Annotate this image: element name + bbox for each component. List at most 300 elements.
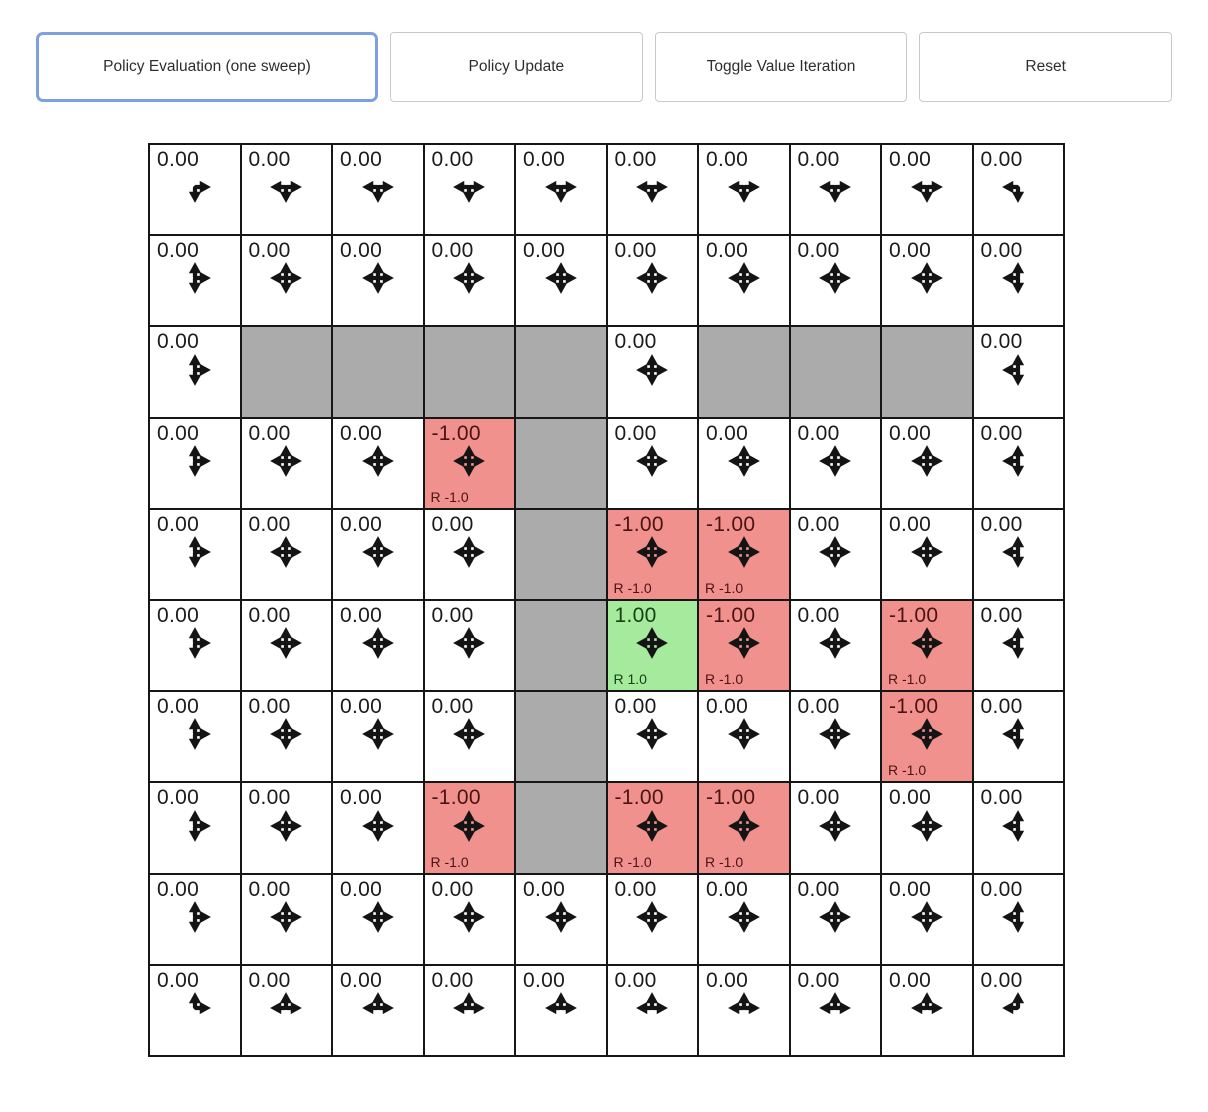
policy-arrows-icon	[1000, 534, 1036, 570]
grid-cell-r8c0	[149, 874, 241, 965]
cell-policy-arrows	[699, 260, 789, 296]
cell-value: 0.00	[980, 786, 1023, 810]
policy-arrows-icon	[909, 716, 945, 752]
grid-cell-r6c3	[424, 691, 516, 782]
grid-cell-r3c0	[149, 418, 241, 509]
cell-value: 0.00	[157, 421, 200, 445]
grid-cell-r9c3	[424, 965, 516, 1056]
policy-arrows-icon	[268, 625, 304, 661]
cell-value: -1.00	[614, 786, 664, 810]
policy-arrows-icon	[177, 716, 213, 752]
grid-cell-r7c6	[698, 782, 790, 873]
cell-value: 0.00	[614, 695, 657, 719]
cell-reward-label: R -1.0	[705, 853, 744, 870]
policy-arrows-icon	[451, 808, 487, 844]
grid-cell-r8c6	[698, 874, 790, 965]
policy-arrows-icon	[451, 990, 487, 1026]
grid-cell-r9c5	[607, 965, 699, 1056]
cell-policy-arrows	[242, 808, 332, 844]
grid-cell-r1c1	[241, 235, 333, 326]
policy-arrows-icon	[817, 260, 853, 296]
policy-arrows-icon	[817, 443, 853, 479]
cell-value: 0.00	[797, 968, 840, 992]
policy-arrows-icon	[1000, 716, 1036, 752]
grid-cell-r9c9	[973, 965, 1065, 1056]
cell-value: 0.00	[248, 968, 291, 992]
grid-cell-r0c1	[241, 144, 333, 235]
policy-arrows-icon	[817, 169, 853, 205]
grid-cell-r8c3	[424, 874, 516, 965]
policy-arrows-icon	[726, 808, 762, 844]
cell-policy-arrows	[791, 716, 881, 752]
grid-cell-r9c0	[149, 965, 241, 1056]
cell-policy-arrows	[242, 260, 332, 296]
cell-value: 0.00	[797, 239, 840, 263]
toggle-value-iteration-button[interactable]: Toggle Value Iteration	[655, 32, 908, 102]
cell-reward-label: R -1.0	[705, 579, 744, 596]
cell-value: 0.00	[614, 330, 657, 354]
grid-cell-r0c4	[515, 144, 607, 235]
policy-arrows-icon	[817, 990, 853, 1026]
policy-arrows-icon	[451, 169, 487, 205]
cell-policy-arrows	[974, 990, 1064, 1026]
grid-cell-r4c9	[973, 509, 1065, 600]
cell-value: 0.00	[340, 968, 383, 992]
cell-policy-arrows	[242, 990, 332, 1026]
grid-cell-r2c5	[607, 326, 699, 417]
policy-arrows-icon	[177, 443, 213, 479]
cell-reward-label: R -1.0	[613, 853, 652, 870]
cell-policy-arrows	[150, 260, 240, 296]
cell-value: 0.00	[157, 968, 200, 992]
policy-arrows-icon	[634, 443, 670, 479]
grid-cell-r7c9	[973, 782, 1065, 873]
grid-cell-r5c1	[241, 600, 333, 691]
grid-cell-r0c2	[332, 144, 424, 235]
grid-cell-r5c6	[698, 600, 790, 691]
policy-arrows-icon	[817, 808, 853, 844]
cell-value: 0.00	[157, 239, 200, 263]
policy-arrows-icon	[1000, 899, 1036, 935]
cell-value: 0.00	[980, 603, 1023, 627]
cell-value: 0.00	[797, 603, 840, 627]
grid-cell-r8c7	[790, 874, 882, 965]
grid-cell-r2c1-wall	[241, 326, 333, 417]
cell-reward-label: R -1.0	[430, 853, 469, 870]
cell-reward-label: R -1.0	[705, 671, 744, 688]
grid-cell-r3c6	[698, 418, 790, 509]
cell-policy-arrows	[150, 625, 240, 661]
policy-arrows-icon	[360, 625, 396, 661]
policy-arrows-icon	[726, 990, 762, 1026]
grid-cell-r9c4	[515, 965, 607, 1056]
grid-cell-r6c9	[973, 691, 1065, 782]
grid-cell-r8c8	[881, 874, 973, 965]
cell-policy-arrows	[699, 990, 789, 1026]
cell-value: 0.00	[157, 877, 200, 901]
grid-cell-r8c1	[241, 874, 333, 965]
policy-arrows-icon	[726, 260, 762, 296]
policy-arrows-icon	[1000, 808, 1036, 844]
policy-arrows-icon	[177, 352, 213, 388]
grid-cell-r4c8	[881, 509, 973, 600]
policy-arrows-icon	[634, 534, 670, 570]
grid-cell-r5c4-wall	[515, 600, 607, 691]
policy-arrows-icon	[726, 625, 762, 661]
cell-policy-arrows	[791, 260, 881, 296]
grid-cell-r2c7-wall	[790, 326, 882, 417]
cell-policy-arrows	[516, 990, 606, 1026]
cell-policy-arrows	[608, 260, 698, 296]
cell-policy-arrows	[425, 716, 515, 752]
cell-value: 0.00	[157, 786, 200, 810]
policy-arrows-icon	[360, 534, 396, 570]
policy-arrows-icon	[177, 534, 213, 570]
grid-cell-r6c0	[149, 691, 241, 782]
cell-value: 0.00	[980, 877, 1023, 901]
grid-cell-r6c5	[607, 691, 699, 782]
policy-arrows-icon	[543, 169, 579, 205]
grid-cell-r1c6	[698, 235, 790, 326]
policy-arrows-icon	[1000, 169, 1036, 205]
grid-cell-r4c4-wall	[515, 509, 607, 600]
cell-reward-label: R -1.0	[613, 579, 652, 596]
cell-policy-arrows	[699, 808, 789, 844]
grid-cell-r8c2	[332, 874, 424, 965]
cell-policy-arrows	[150, 899, 240, 935]
policy-arrows-icon	[634, 169, 670, 205]
policy-arrows-icon	[268, 534, 304, 570]
cell-policy-arrows	[150, 352, 240, 388]
toolbar	[36, 32, 1172, 102]
grid-cell-r0c6	[698, 144, 790, 235]
grid-cell-r6c7	[790, 691, 882, 782]
grid-cell-r9c8	[881, 965, 973, 1056]
cell-policy-arrows	[516, 899, 606, 935]
cell-policy-arrows	[333, 716, 423, 752]
cell-value: 0.00	[431, 695, 474, 719]
cell-policy-arrows	[150, 534, 240, 570]
policy-arrows-icon	[634, 899, 670, 935]
grid-cell-r7c7	[790, 782, 882, 873]
cell-policy-arrows	[425, 169, 515, 205]
grid-cell-r1c2	[332, 235, 424, 326]
cell-policy-arrows	[608, 169, 698, 205]
grid-cell-r8c5	[607, 874, 699, 965]
cell-value: 0.00	[797, 695, 840, 719]
cell-value: 0.00	[248, 603, 291, 627]
cell-value: 0.00	[523, 877, 566, 901]
cell-value: 0.00	[157, 603, 200, 627]
cell-policy-arrows	[699, 169, 789, 205]
grid-cell-r5c7	[790, 600, 882, 691]
grid-cell-r2c8-wall	[881, 326, 973, 417]
cell-value: -1.00	[706, 786, 756, 810]
cell-value: 0.00	[340, 603, 383, 627]
cell-policy-arrows	[608, 808, 698, 844]
policy-arrows-icon	[177, 990, 213, 1026]
cell-value: 0.00	[157, 512, 200, 536]
policy-arrows-icon	[451, 534, 487, 570]
grid-cell-r4c7	[790, 509, 882, 600]
grid-cell-r7c2	[332, 782, 424, 873]
grid-cell-r6c2	[332, 691, 424, 782]
policy-arrows-icon	[1000, 260, 1036, 296]
cell-policy-arrows	[974, 625, 1064, 661]
policy-arrows-icon	[268, 990, 304, 1026]
grid-cell-r7c8	[881, 782, 973, 873]
cell-value: 0.00	[980, 695, 1023, 719]
policy-arrows-icon	[177, 169, 213, 205]
cell-policy-arrows	[882, 169, 972, 205]
cell-value: -1.00	[614, 512, 664, 536]
grid-cell-r7c0	[149, 782, 241, 873]
policy-arrows-icon	[177, 808, 213, 844]
cell-policy-arrows	[699, 899, 789, 935]
cell-value: 0.00	[706, 695, 749, 719]
cell-value: 0.00	[614, 148, 657, 171]
policy-arrows-icon	[726, 443, 762, 479]
cell-value: 0.00	[889, 786, 932, 810]
cell-policy-arrows	[333, 534, 423, 570]
policy-arrows-icon	[1000, 990, 1036, 1026]
cell-policy-arrows	[150, 808, 240, 844]
grid-cell-r3c4-wall	[515, 418, 607, 509]
grid-cell-r0c8	[881, 144, 973, 235]
grid-cell-r2c2-wall	[332, 326, 424, 417]
cell-policy-arrows	[974, 443, 1064, 479]
cell-value: 1.00	[614, 603, 657, 627]
cell-value: -1.00	[706, 603, 756, 627]
cell-policy-arrows	[974, 899, 1064, 935]
cell-reward-label: R -1.0	[888, 671, 927, 688]
policy-arrows-icon	[726, 534, 762, 570]
cell-value: 0.00	[980, 421, 1023, 445]
policy-arrows-icon	[543, 260, 579, 296]
cell-policy-arrows	[425, 625, 515, 661]
grid-cell-r0c7	[790, 144, 882, 235]
policy-arrows-icon	[1000, 443, 1036, 479]
cell-value: 0.00	[889, 877, 932, 901]
grid-cell-r2c0	[149, 326, 241, 417]
cell-value: 0.00	[340, 239, 383, 263]
grid-cell-r4c6	[698, 509, 790, 600]
cell-policy-arrows	[791, 443, 881, 479]
cell-policy-arrows	[699, 534, 789, 570]
grid-cell-r9c7	[790, 965, 882, 1056]
grid-cell-r7c4-wall	[515, 782, 607, 873]
cell-value: 0.00	[523, 148, 566, 171]
cell-value: 0.00	[248, 786, 291, 810]
cell-value: 0.00	[248, 512, 291, 536]
cell-policy-arrows	[791, 808, 881, 844]
grid-cell-r7c3	[424, 782, 516, 873]
grid-cell-r1c9	[973, 235, 1065, 326]
policy-arrows-icon	[451, 625, 487, 661]
policy-arrows-icon	[1000, 625, 1036, 661]
policy-arrows-icon	[177, 625, 213, 661]
policy-arrows-icon	[909, 808, 945, 844]
cell-policy-arrows	[242, 899, 332, 935]
cell-policy-arrows	[242, 716, 332, 752]
grid-cell-r1c7	[790, 235, 882, 326]
cell-value: 0.00	[431, 877, 474, 901]
policy-arrows-icon	[817, 716, 853, 752]
cell-value: 0.00	[340, 695, 383, 719]
policy-arrows-icon	[909, 169, 945, 205]
grid-cell-r7c5	[607, 782, 699, 873]
policy-arrows-icon	[634, 625, 670, 661]
cell-policy-arrows	[150, 716, 240, 752]
cell-policy-arrows	[791, 169, 881, 205]
policy-arrows-icon	[817, 534, 853, 570]
cell-policy-arrows	[882, 260, 972, 296]
cell-value: 0.00	[340, 786, 383, 810]
cell-value: 0.00	[248, 421, 291, 445]
cell-value: 0.00	[706, 968, 749, 992]
policy-arrows-icon	[360, 990, 396, 1026]
cell-policy-arrows	[242, 625, 332, 661]
policy-arrows-icon	[268, 443, 304, 479]
cell-policy-arrows	[882, 990, 972, 1026]
cell-policy-arrows	[974, 716, 1064, 752]
cell-policy-arrows	[882, 534, 972, 570]
policy-arrows-icon	[360, 899, 396, 935]
policy-arrows-icon	[360, 808, 396, 844]
cell-value: 0.00	[980, 968, 1023, 992]
cell-policy-arrows	[425, 899, 515, 935]
policy-arrows-icon	[726, 169, 762, 205]
policy-arrows-icon	[177, 260, 213, 296]
grid-cell-r0c5	[607, 144, 699, 235]
grid-cell-r5c8	[881, 600, 973, 691]
cell-policy-arrows	[425, 990, 515, 1026]
policy-arrows-icon	[634, 352, 670, 388]
policy-arrows-icon	[360, 716, 396, 752]
cell-value: 0.00	[797, 877, 840, 901]
policy-evaluation-button[interactable]: Policy Evaluation (one sweep)	[36, 32, 378, 102]
grid-cell-r5c9	[973, 600, 1065, 691]
reset-button[interactable]: Reset	[919, 32, 1172, 102]
cell-policy-arrows	[791, 534, 881, 570]
policy-arrows-icon	[634, 260, 670, 296]
policy-arrows-icon	[817, 625, 853, 661]
cell-value: -1.00	[889, 695, 939, 719]
policy-arrows-icon	[726, 899, 762, 935]
cell-policy-arrows	[516, 169, 606, 205]
grid-cell-r3c9	[973, 418, 1065, 509]
cell-value: 0.00	[431, 239, 474, 263]
cell-value: -1.00	[431, 786, 481, 810]
policy-arrows-icon	[177, 899, 213, 935]
cell-value: 0.00	[980, 148, 1023, 171]
cell-policy-arrows	[608, 625, 698, 661]
policy-arrows-icon	[451, 716, 487, 752]
cell-value: 0.00	[431, 968, 474, 992]
grid-cell-r0c9	[973, 144, 1065, 235]
grid-cell-r4c3	[424, 509, 516, 600]
cell-policy-arrows	[699, 716, 789, 752]
cell-policy-arrows	[974, 169, 1064, 205]
grid-cell-r4c2	[332, 509, 424, 600]
grid-cell-r4c0	[149, 509, 241, 600]
cell-policy-arrows	[150, 443, 240, 479]
cell-value: 0.00	[340, 148, 383, 171]
cell-policy-arrows	[333, 899, 423, 935]
cell-value: 0.00	[248, 695, 291, 719]
grid-cell-r1c3	[424, 235, 516, 326]
cell-value: 0.00	[157, 330, 200, 354]
cell-policy-arrows	[882, 808, 972, 844]
cell-value: 0.00	[889, 148, 932, 171]
cell-value: 0.00	[340, 421, 383, 445]
grid-cell-r1c5	[607, 235, 699, 326]
policy-arrows-icon	[634, 808, 670, 844]
cell-policy-arrows	[150, 990, 240, 1026]
cell-policy-arrows	[242, 443, 332, 479]
cell-value: -1.00	[889, 603, 939, 627]
cell-value: 0.00	[797, 512, 840, 536]
grid-cell-r1c0	[149, 235, 241, 326]
cell-policy-arrows	[425, 443, 515, 479]
cell-policy-arrows	[882, 443, 972, 479]
policy-arrows-icon	[451, 899, 487, 935]
cell-value: 0.00	[431, 148, 474, 171]
grid-cell-r2c3-wall	[424, 326, 516, 417]
policy-arrows-icon	[268, 169, 304, 205]
grid-cell-r5c3	[424, 600, 516, 691]
cell-value: 0.00	[797, 148, 840, 171]
cell-policy-arrows	[882, 625, 972, 661]
policy-arrows-icon	[909, 260, 945, 296]
cell-value: 0.00	[706, 421, 749, 445]
cell-value: 0.00	[614, 968, 657, 992]
cell-policy-arrows	[791, 990, 881, 1026]
grid-cell-r8c4	[515, 874, 607, 965]
cell-value: 0.00	[706, 239, 749, 263]
grid-cell-r4c5	[607, 509, 699, 600]
cell-policy-arrows	[608, 990, 698, 1026]
cell-value: 0.00	[614, 421, 657, 445]
policy-arrows-icon	[817, 899, 853, 935]
cell-policy-arrows	[974, 534, 1064, 570]
cell-policy-arrows	[608, 443, 698, 479]
cell-value: 0.00	[523, 968, 566, 992]
policy-arrows-icon	[360, 169, 396, 205]
policy-arrows-icon	[909, 990, 945, 1026]
cell-policy-arrows	[425, 534, 515, 570]
cell-policy-arrows	[333, 443, 423, 479]
grid-cell-r6c4-wall	[515, 691, 607, 782]
cell-policy-arrows	[608, 534, 698, 570]
policy-arrows-icon	[268, 808, 304, 844]
grid-cell-r3c8	[881, 418, 973, 509]
cell-policy-arrows	[516, 260, 606, 296]
cell-value: 0.00	[980, 512, 1023, 536]
cell-reward-label: R -1.0	[430, 488, 469, 505]
cell-value: 0.00	[523, 239, 566, 263]
cell-reward-label: R -1.0	[888, 762, 927, 779]
grid-cell-r3c1	[241, 418, 333, 509]
policy-arrows-icon	[268, 899, 304, 935]
cell-value: 0.00	[431, 512, 474, 536]
policy-arrows-icon	[726, 716, 762, 752]
cell-reward-label: R 1.0	[613, 671, 647, 688]
policy-update-button[interactable]: Policy Update	[390, 32, 643, 102]
cell-value: 0.00	[980, 239, 1023, 263]
cell-value: 0.00	[980, 330, 1023, 354]
cell-policy-arrows	[242, 169, 332, 205]
